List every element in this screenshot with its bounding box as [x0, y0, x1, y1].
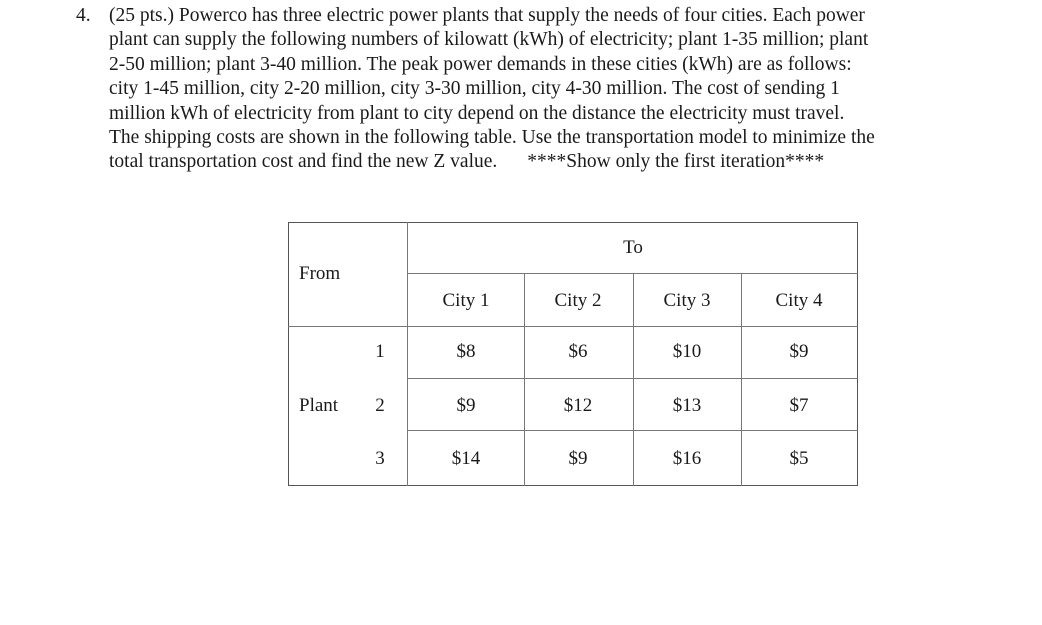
to-header: To: [623, 237, 643, 258]
cost-cell: $9: [456, 395, 476, 416]
cost-cell: $7: [789, 395, 809, 416]
plant-label: Plant: [299, 395, 339, 416]
question-body: [109, 4, 1016, 175]
city-header: City 2: [554, 290, 602, 311]
city-header: City 1: [442, 290, 490, 311]
question-text: [76, 4, 1016, 175]
question-line: 2-50 million; plant 3-40 million. The peak power demands in these cities (kWh) are as follows:: [109, 53, 852, 75]
question-line: The shipping costs are shown in the following table. Use the transportation model to minimize the: [109, 127, 875, 149]
cost-cell: $16: [672, 448, 702, 469]
shipping-cost-table: [288, 222, 858, 486]
from-header: From: [299, 263, 341, 284]
iteration-note: ****Show only the first iteration****: [527, 151, 825, 173]
plant-number: 1: [375, 341, 385, 362]
table-rule: [288, 326, 858, 327]
city-header: City 4: [775, 290, 823, 311]
cost-cell: $14: [451, 448, 481, 469]
cost-cell: $6: [568, 341, 588, 362]
question-line: million kWh of electricity from plant to city depend on the distance the electricity must travel.: [109, 102, 845, 124]
question-last-text: total transportation cost and find the new Z value.: [109, 151, 498, 173]
cost-cell: $12: [563, 395, 593, 416]
cost-cell: $13: [672, 395, 702, 416]
cost-cell: $8: [456, 341, 476, 362]
cost-cell: $5: [789, 448, 809, 469]
plant-number: 2: [375, 395, 385, 416]
table-rule: [407, 222, 408, 486]
table-rule: [741, 273, 742, 486]
plant-number: 3: [375, 448, 385, 469]
question-number: 4.: [76, 5, 91, 26]
question-line: plant can supply the following numbers of kilowatt (kWh) of electricity; plant 1-35 million; plant: [109, 29, 869, 51]
city-header: City 3: [663, 290, 711, 311]
cost-cell: $9: [568, 448, 588, 469]
question-line: city 1-45 million, city 2-20 million, city 3-30 million, city 4-30 million. The cost of sending 1: [109, 78, 840, 100]
cost-cell: $9: [789, 341, 809, 362]
table-rule: [524, 273, 525, 486]
question-line: (25 pts.) Powerco has three electric power plants that supply the needs of four cities. Each power: [109, 5, 865, 26]
cost-cell: $10: [672, 341, 702, 362]
question-line-last: [109, 150, 1016, 174]
table-rule: [633, 273, 634, 486]
